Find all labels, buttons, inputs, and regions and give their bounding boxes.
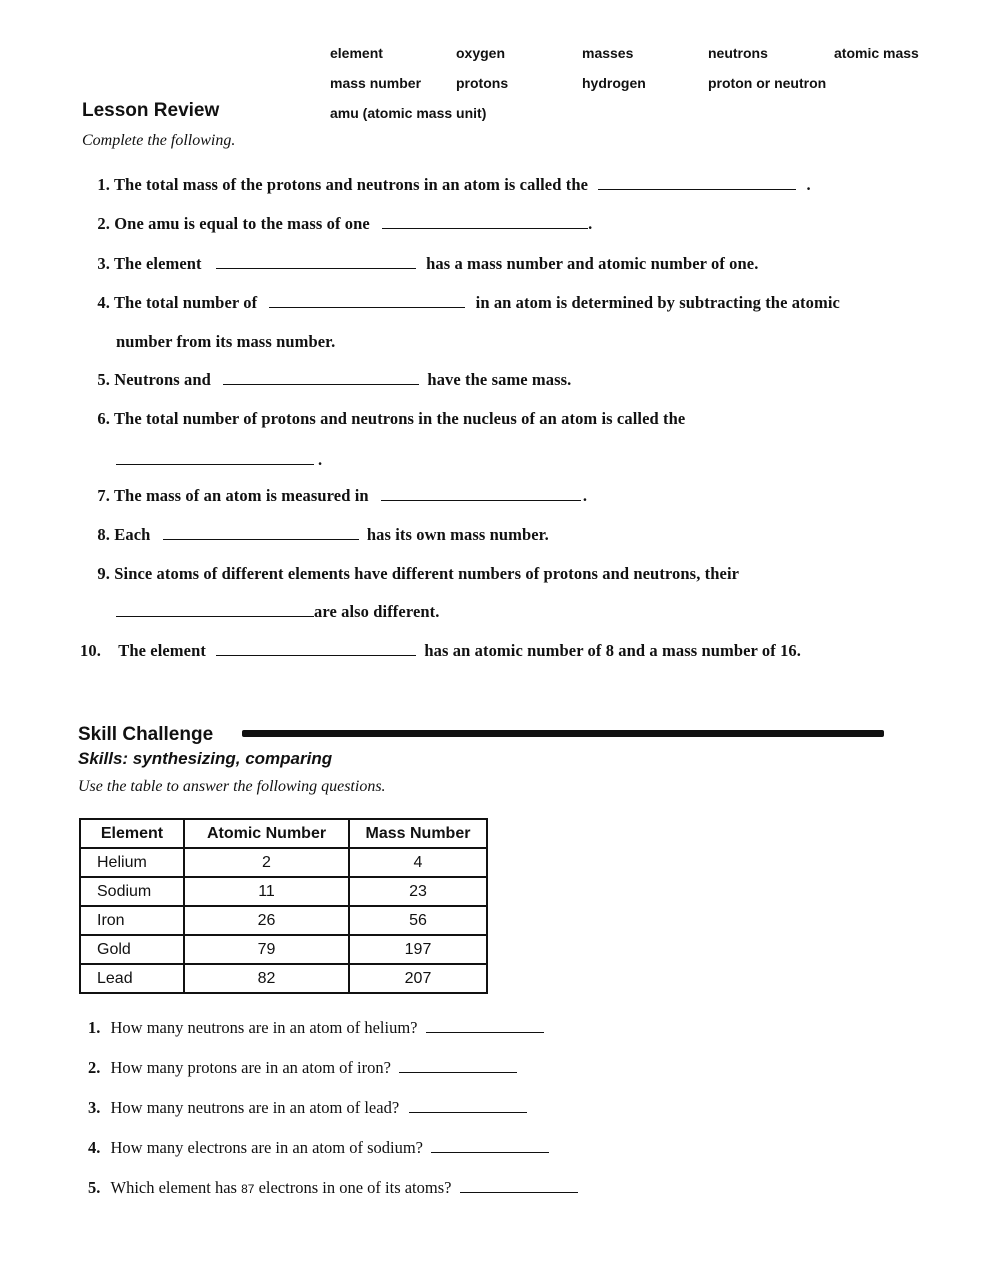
question-text: are also different.	[314, 602, 440, 621]
section-rule	[242, 730, 884, 737]
table-row	[80, 848, 487, 877]
table-cell: Helium	[80, 848, 184, 877]
question-text: The total number of	[113, 293, 258, 312]
question-text: How many neutrons are in an atom of helium?	[110, 1018, 418, 1037]
answer-blank[interactable]	[163, 525, 359, 540]
word-bank-item: atomic mass	[834, 45, 919, 61]
question-text: .	[806, 175, 811, 194]
word-bank-item: amu (atomic mass unit)	[330, 105, 487, 121]
skill-question-3	[88, 1098, 527, 1118]
review-question-6	[80, 409, 685, 429]
question-number: 6.	[97, 409, 110, 428]
answer-blank[interactable]	[216, 641, 416, 656]
question-number: 5.	[97, 370, 110, 389]
answer-blank[interactable]	[381, 486, 581, 501]
review-question-3	[80, 254, 758, 274]
word-bank-item: neutrons	[708, 45, 768, 61]
question-text: The element	[118, 641, 206, 660]
question-number: 1.	[97, 175, 110, 194]
review-question-4	[80, 293, 840, 313]
table-cell: 26	[184, 906, 349, 935]
question-number: 3.	[88, 1098, 101, 1117]
question-text: How many electrons are in an atom of sodium?	[110, 1138, 423, 1157]
question-text: has its own mass number.	[366, 525, 549, 544]
question-text: One amu is equal to the mass of one	[114, 214, 370, 233]
table-row	[80, 877, 487, 906]
table-cell: 11	[184, 877, 349, 906]
answer-blank[interactable]	[431, 1138, 549, 1153]
word-bank-item: protons	[456, 75, 509, 91]
skills-line: Skills: synthesizing, comparing	[78, 749, 333, 768]
table-cell: 2	[184, 848, 349, 877]
table-header: Atomic Number	[184, 819, 349, 848]
question-number: 9.	[97, 564, 110, 583]
table-cell: Gold	[80, 935, 184, 964]
review-question-5	[80, 370, 571, 390]
question-text: How many neutrons are in an atom of lead?	[110, 1098, 400, 1117]
review-question-9-continued	[116, 602, 439, 622]
question-number-value: 87	[241, 1182, 255, 1196]
question-text: The total mass of the protons and neutrons in an atom is called the	[113, 175, 589, 194]
review-question-8	[80, 525, 549, 545]
question-number: 7.	[97, 486, 110, 505]
answer-blank[interactable]	[382, 214, 588, 229]
question-text: .	[318, 450, 323, 469]
question-number: 5.	[88, 1178, 101, 1197]
question-text: has a mass number and atomic number of one.	[426, 254, 759, 273]
question-text: has an atomic number of 8 and a mass number of 16.	[424, 641, 802, 660]
skill-challenge-instruction: Use the table to answer the following questions.	[78, 778, 386, 795]
question-number: 2.	[88, 1058, 101, 1077]
word-bank-item: element	[330, 45, 383, 61]
review-question-2	[80, 214, 592, 234]
lesson-review-instruction: Complete the following.	[82, 132, 236, 149]
word-bank-item: mass number	[330, 75, 422, 91]
element-table	[79, 818, 488, 994]
table-cell: 56	[349, 906, 487, 935]
lesson-review-title: Lesson Review	[82, 100, 220, 121]
question-number: 4.	[88, 1138, 101, 1157]
table-header: Element	[80, 819, 184, 848]
word-bank-item: hydrogen	[582, 75, 646, 91]
answer-blank[interactable]	[460, 1178, 578, 1193]
word-bank-item: masses	[582, 45, 634, 61]
review-question-1	[80, 175, 811, 195]
question-number: 3.	[97, 254, 110, 273]
question-text: Which element has	[110, 1178, 237, 1197]
table-cell: Lead	[80, 964, 184, 993]
review-question-9	[80, 564, 739, 584]
question-text: Since atoms of different elements have different numbers of protons and neutrons, their	[114, 564, 740, 583]
question-text: The element	[113, 254, 202, 273]
table-header: Mass Number	[349, 819, 487, 848]
answer-blank[interactable]	[216, 254, 416, 269]
word-bank-item: oxygen	[456, 45, 506, 61]
question-text: .	[588, 214, 593, 233]
table-cell: 79	[184, 935, 349, 964]
table-row	[80, 964, 487, 993]
question-text: in an atom is determined by subtracting the atomic	[475, 293, 840, 312]
answer-blank[interactable]	[598, 175, 796, 190]
table-cell: 23	[349, 877, 487, 906]
answer-blank[interactable]	[269, 293, 465, 308]
review-question-6-continued	[116, 450, 322, 470]
question-text: have the same mass.	[427, 370, 572, 389]
question-number: 10.	[80, 641, 101, 660]
table-cell: 197	[349, 935, 487, 964]
question-number: 1.	[88, 1018, 101, 1037]
question-text: electrons in one of its atoms?	[258, 1178, 452, 1197]
table-cell: 207	[349, 964, 487, 993]
table-cell: Iron	[80, 906, 184, 935]
answer-blank[interactable]	[223, 370, 419, 385]
skill-question-1	[88, 1018, 544, 1038]
word-bank-item: proton or neutron	[708, 75, 827, 91]
answer-blank[interactable]	[116, 450, 314, 465]
question-text: Each	[114, 525, 151, 544]
question-text: The mass of an atom is measured in	[113, 486, 369, 505]
skill-question-5	[88, 1178, 578, 1198]
table-cell: 4	[349, 848, 487, 877]
answer-blank[interactable]	[116, 602, 314, 617]
answer-blank[interactable]	[409, 1098, 527, 1113]
question-number: 4.	[97, 293, 110, 312]
table-cell: Sodium	[80, 877, 184, 906]
question-number: 8.	[97, 525, 110, 544]
review-question-10	[80, 641, 801, 661]
question-text: .	[582, 486, 588, 505]
answer-blank[interactable]	[426, 1018, 544, 1033]
table-header-row	[80, 819, 487, 848]
review-question-7	[80, 486, 587, 506]
question-text: Neutrons and	[114, 370, 211, 389]
table-row	[80, 935, 487, 964]
table-row	[80, 906, 487, 935]
question-text: How many protons are in an atom of iron?	[110, 1058, 391, 1077]
skill-question-4	[88, 1138, 549, 1158]
skill-question-2	[88, 1058, 517, 1078]
answer-blank[interactable]	[399, 1058, 517, 1073]
question-text: The total number of protons and neutrons in the nucleus of an atom is called the	[113, 409, 686, 428]
question-number: 2.	[97, 214, 110, 233]
table-cell: 82	[184, 964, 349, 993]
skill-challenge-title: Skill Challenge	[78, 724, 214, 745]
review-question-4-continued: number from its mass number.	[116, 332, 336, 351]
